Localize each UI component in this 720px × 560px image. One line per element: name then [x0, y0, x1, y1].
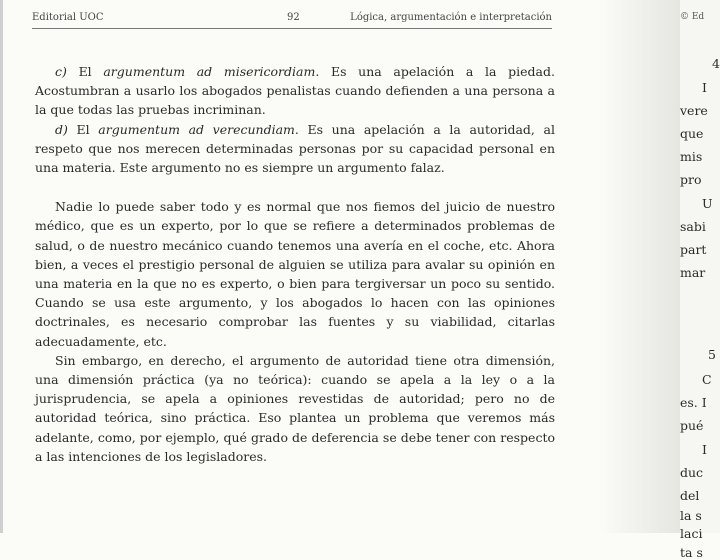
right-page-line: part [680, 242, 707, 257]
right-page-line: C [702, 372, 712, 387]
right-page-line: es. I [680, 395, 707, 410]
right-page-line: pué [680, 418, 704, 433]
right-page-line: que [680, 126, 704, 141]
header-rule [32, 28, 552, 29]
term-misericordiam: argumentum ad misericordiam [103, 64, 316, 79]
right-page-line: I [702, 80, 707, 95]
right-page-line: pro [680, 172, 702, 187]
right-page-line: vere [680, 103, 708, 118]
book-gutter [600, 0, 680, 533]
right-page-line: sabi [680, 219, 706, 234]
body-text [35, 62, 555, 466]
item-label-d: d) [55, 121, 68, 137]
item-label-c: c) [55, 64, 67, 79]
right-page-line: U [702, 196, 713, 211]
paragraph-c [35, 62, 555, 120]
right-page-line: duc [680, 465, 704, 480]
right-page-line: ta s [680, 545, 703, 560]
right-page-line: laci [680, 526, 703, 541]
paragraph-d-lead: El [76, 121, 90, 137]
paragraph-c-lead: El [78, 64, 92, 79]
header-book-title: Lógica, argumentación e interpretación [350, 12, 552, 23]
paragraph-expert-opinion: Nadie lo puede saber todo y es normal que nos fiemos del juicio de nuestro médico, que es un experto, por lo que se refiere a determinados problemas de salud, o de nuestro mecánico cuando tenemos una avería en el coche, etc. Ahora bien, a veces el prestigio personal de alguien se utiliza para avalar su opinión en una materia en la que no es experto, o bien para tergiversar un poco su sentido. Cuando se usa este argumento, y los abogados lo hacen con las opiniones doctrinales, es necesario comprobar las fuentes y su viabilidad, citarlas adecuadamente, etc. [35, 199, 555, 349]
right-page-header: © Ed [680, 12, 705, 22]
header-page-number: 92 [287, 12, 300, 23]
running-header [32, 8, 552, 24]
paragraph-legal-authority: Sin embargo, en derecho, el argumento de autoridad tiene otra dimensión, una dimensión práctica (ya no teórica): cuando se apela a la ley o a la jurisprudencia, se apela a opiniones revestidas de autoridad; pero no de autoridad teórica, sino práctica. Eso plantea un problema que veremos más adelante, como, por ejemplo, qué grado de deferencia se debe tener con respecto a las intenciones de los legisladores. [35, 352, 555, 464]
paragraph-c-body: . Es una apelación a la piedad. Acostumbran a usarlo los abogados penalistas cuando defienden a una persona a la que todas las pruebas incriminan. [35, 64, 555, 118]
right-page-line: del [680, 488, 700, 503]
paragraph-d-body: . Es una apelación a la autoridad, al respeto que nos merecen determinadas personas por su capacidad personal en una materia. Este argumento no es siempre un argumento falaz. [35, 121, 555, 176]
right-page-line: I [702, 442, 707, 457]
right-page-line: 5 [708, 347, 716, 362]
right-page-fragment [680, 0, 720, 560]
header-publisher: Editorial UOC [32, 12, 104, 23]
right-page-line: mis [680, 149, 703, 164]
paragraph-d [35, 120, 555, 178]
right-page-line: mar [680, 265, 706, 280]
term-verecundiam: argumentum ad verecundiam [98, 121, 295, 137]
right-page-line: 4 [712, 56, 720, 71]
right-page-line: la s [680, 508, 702, 523]
